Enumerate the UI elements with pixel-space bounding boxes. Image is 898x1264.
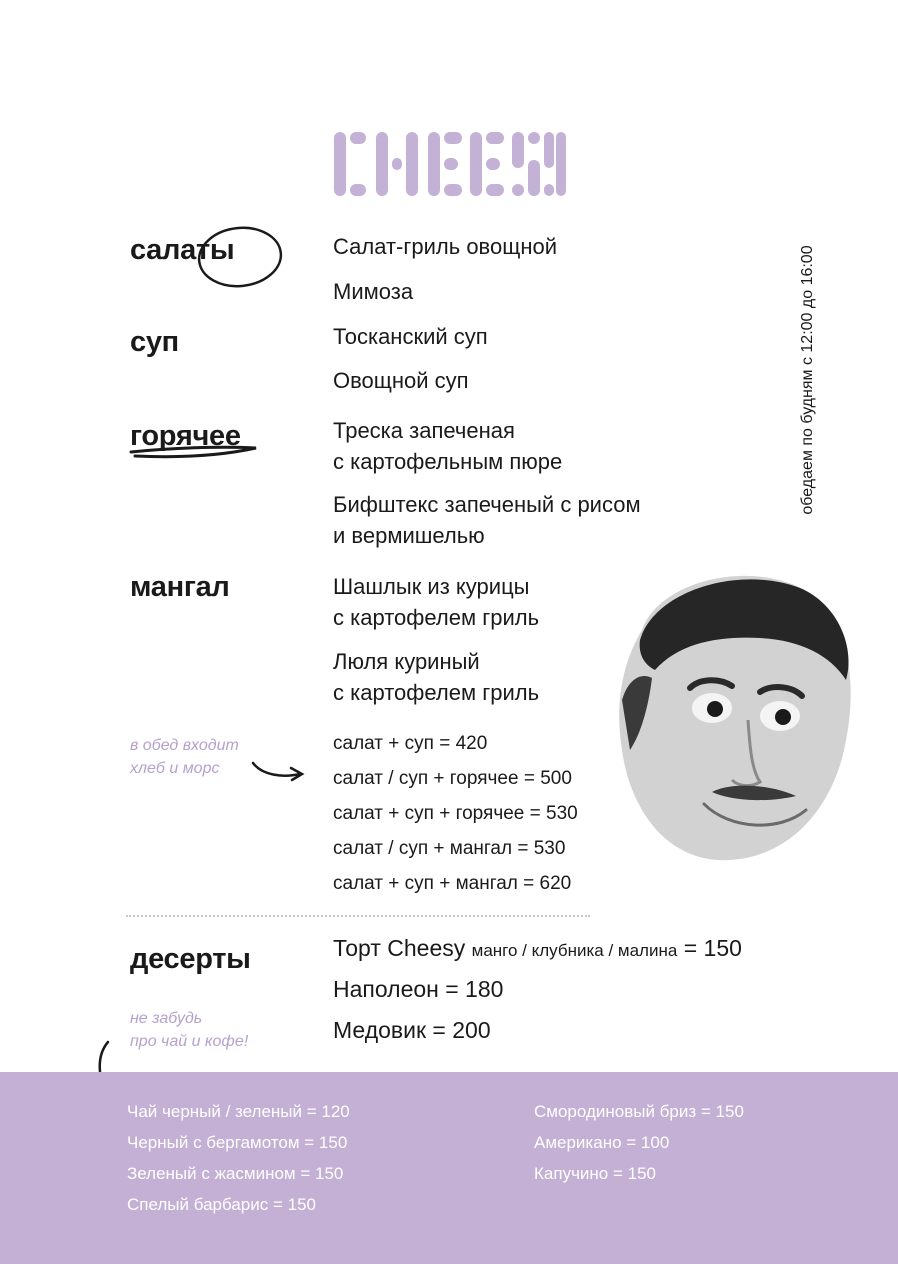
combo-price: салат / суп + горячее = 500 [333,768,572,789]
menu-item: Треска запеченая с картофельным пюре [333,418,563,474]
menu-item: Мимоза [333,279,414,304]
category-grill: мангал [130,571,230,603]
section-divider [126,915,590,917]
combo-price: салат + суп = 420 [333,733,488,754]
drink-item: Зеленый с жасмином = 150 [127,1164,344,1183]
lunch-note: в обед входит хлеб и морс [130,737,239,777]
lunch-hours-note: обедаем по будням с 12:00 до 16:00 [799,245,816,515]
combo-price: салат + суп + горячее = 530 [333,803,578,824]
combo-price: салат / суп + мангал = 530 [333,838,566,859]
drinks-panel [0,1072,898,1264]
menu-item: Овощной суп [333,368,469,393]
drink-item: Смородиновый бриз = 150 [534,1102,744,1121]
menu-item: Бифштекс запеченый с рисом и вермишелью [333,492,641,548]
arrow-to-combos [253,763,300,776]
drink-item: Чай черный / зеленый = 120 [127,1102,350,1121]
face-photo [600,560,860,870]
menu-item: Шашлык из курицы с картофелем гриль [333,574,540,630]
drink-item: Спелый барбарис = 150 [127,1195,316,1214]
category-soup: суп [130,326,179,358]
menu-item: Салат-гриль овощной [333,234,558,259]
dessert-item: Торт Cheesy манго / клубника / малина = 150 [333,935,742,961]
combo-price: салат + суп + мангал = 620 [333,873,572,894]
category-hot: горячее [130,420,241,452]
drink-item: Капучино = 150 [534,1164,656,1183]
drinks-note: не забудь про чай и кофе! [130,1010,249,1050]
drink-item: Американо = 100 [534,1133,670,1152]
category-desserts: десерты [130,943,251,975]
cheesy-logo [332,128,568,200]
drink-item: Черный с бергамотом = 150 [127,1133,348,1152]
menu-item: Люля куриный с картофелем гриль [333,649,540,705]
category-salads: салаты [130,234,235,266]
menu-item: Тосканский суп [333,324,488,349]
dessert-item: Наполеон = 180 [333,976,504,1002]
dessert-item: Медовик = 200 [333,1017,491,1043]
